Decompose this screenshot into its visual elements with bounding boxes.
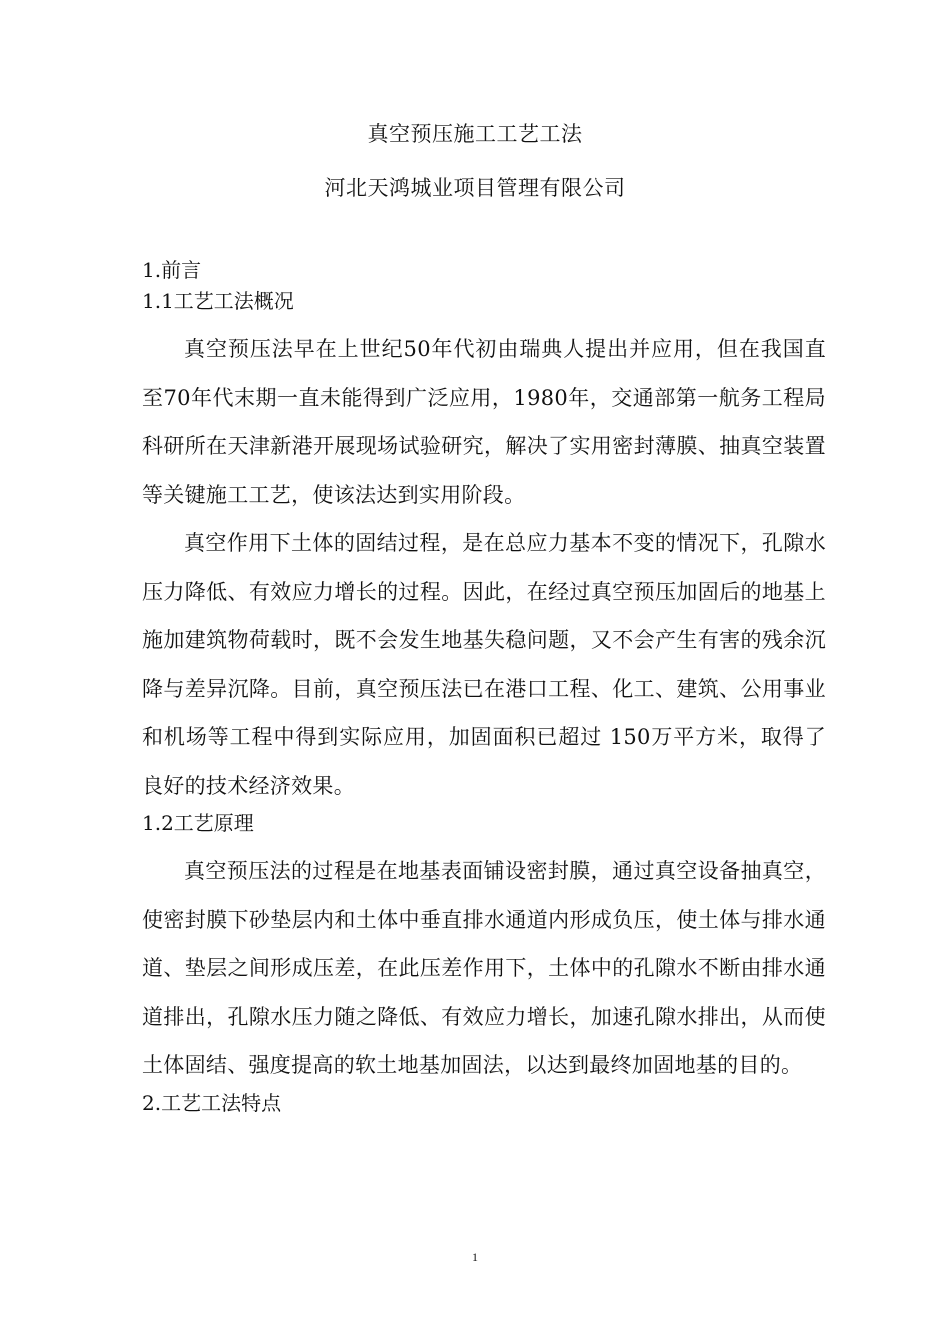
section-heading-1-2: 1.2工艺原理 (142, 811, 254, 835)
company-name: 河北天鸿城业项目管理有限公司 (324, 176, 626, 200)
paragraph-1-1-b: 真空作用下土体的固结过程，是在总应力基本不变的情况下，孔隙水压力降低、有效应力增长的过程。因此，在经过真空预压加固后的地基上施加建筑物荷载时，既不会发生地基失稳问题，又不会产生有害的残余沉降与差异沉降。目前，真空预压法已在港口工程、化工、建筑、公用事业和机场等工程中得到实际应用，加固面积已超过 150万平方米，取得了良好的技术经济效果。 (142, 531, 826, 798)
page-number: 1 (472, 1250, 478, 1264)
document-title: 真空预压施工工艺工法 (367, 122, 583, 146)
paragraph-1-2: 真空预压法的过程是在地基表面铺设密封膜，通过真空设备抽真空，使密封膜下砂垫层内和土体中垂直排水通道内形成负压，使土体与排水通道、垫层之间形成压差，在此压差作用下，土体中的孔隙水不断由排水通道排出，孔隙水压力随之降低、有效应力增长，加速孔隙水排出，从而使土体固结、强度提高的软土地基加固法，以达到最终加固地基的目的。 (142, 859, 826, 1077)
section-heading-1-1: 1.1工艺工法概况 (142, 289, 294, 313)
document-body (142, 257, 826, 1121)
section-heading-1: 1.前言 (142, 258, 202, 282)
paragraph-1-1-a: 真空预压法早在上世纪50年代初由瑞典人提出并应用，但在我国直至70年代末期一直未能得到广泛应用，1980年，交通部第一航务工程局科研所在天津新港开展现场试验研究，解决了实用密封薄膜、抽真空装置等关键施工工艺，使该法达到实用阶段。 (142, 337, 826, 507)
section-heading-2: 2.工艺工法特点 (142, 1090, 282, 1115)
